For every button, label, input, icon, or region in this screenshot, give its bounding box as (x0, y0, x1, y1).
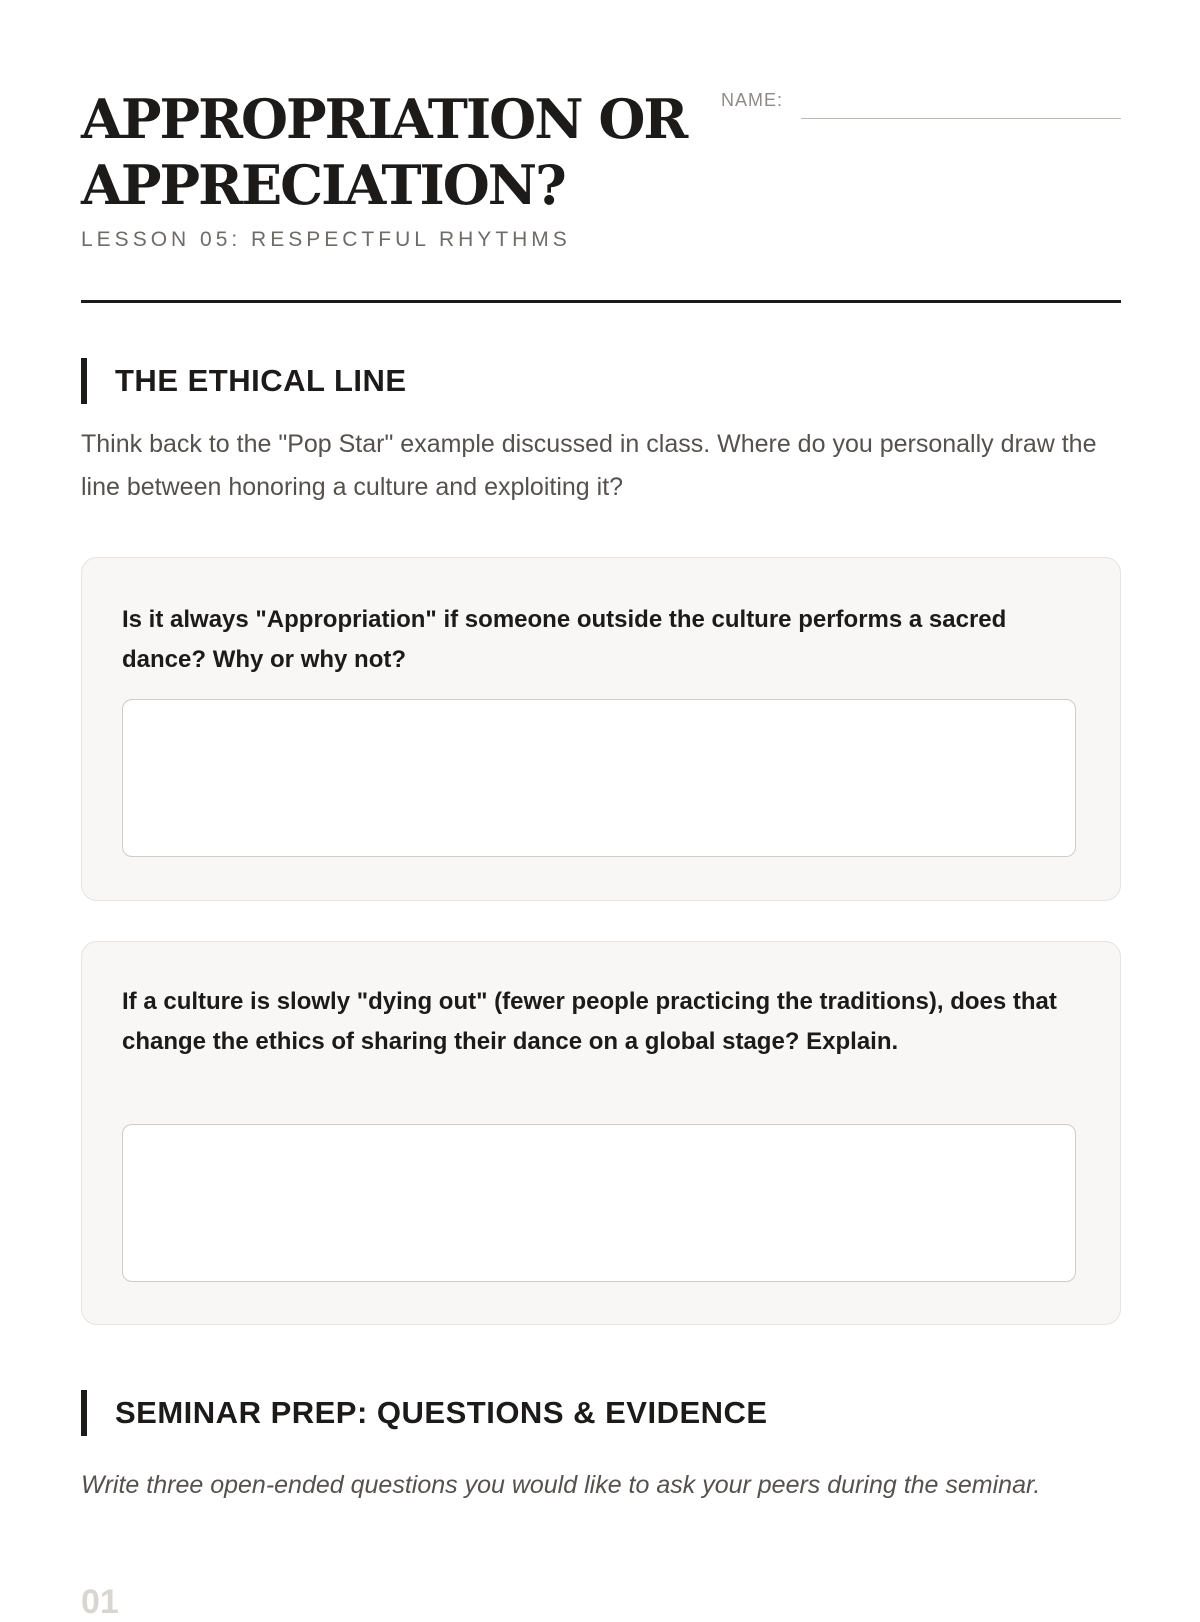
page-title (81, 86, 721, 218)
header-divider (81, 300, 1121, 303)
answer-box-2[interactable] (122, 1124, 1076, 1282)
page-title-line-1: APPROPRIATION OR (81, 87, 687, 151)
lesson-subtitle: LESSON 05: RESPECTFUL RHYTHMS (81, 228, 571, 251)
name-label: NAME: (721, 90, 784, 110)
section-heading-ethical-line: THE ETHICAL LINE (81, 358, 407, 404)
worksheet-header (81, 0, 1121, 303)
section-intro-seminar-prep: Write three open-ended questions you would like to ask your peers during the seminar. (81, 1471, 1041, 1499)
question-card-2 (81, 941, 1121, 1325)
question-prompt-1: Is it always "Appropriation" if someone outside the culture performs a sacred dance? Why or why not? (122, 606, 1007, 673)
question-number-1: 01 (81, 1583, 119, 1621)
page-title-line-2: APPRECIATION? (81, 153, 565, 217)
question-card-1 (81, 557, 1121, 901)
section-intro-ethical-line: Think back to the "Pop Star" example discussed in class. Where do you personally draw the line between honoring a culture and exploiting it? (81, 430, 1097, 501)
answer-box-1[interactable] (122, 699, 1076, 857)
section-heading-seminar-prep: SEMINAR PREP: QUESTIONS & EVIDENCE (81, 1390, 768, 1436)
name-field[interactable] (801, 118, 1121, 119)
worksheet-page (81, 0, 1121, 1621)
question-prompt-2: If a culture is slowly "dying out" (fewer people practicing the traditions), does that change the ethics of sharing their dance on a global stage? Explain. (122, 988, 1057, 1055)
